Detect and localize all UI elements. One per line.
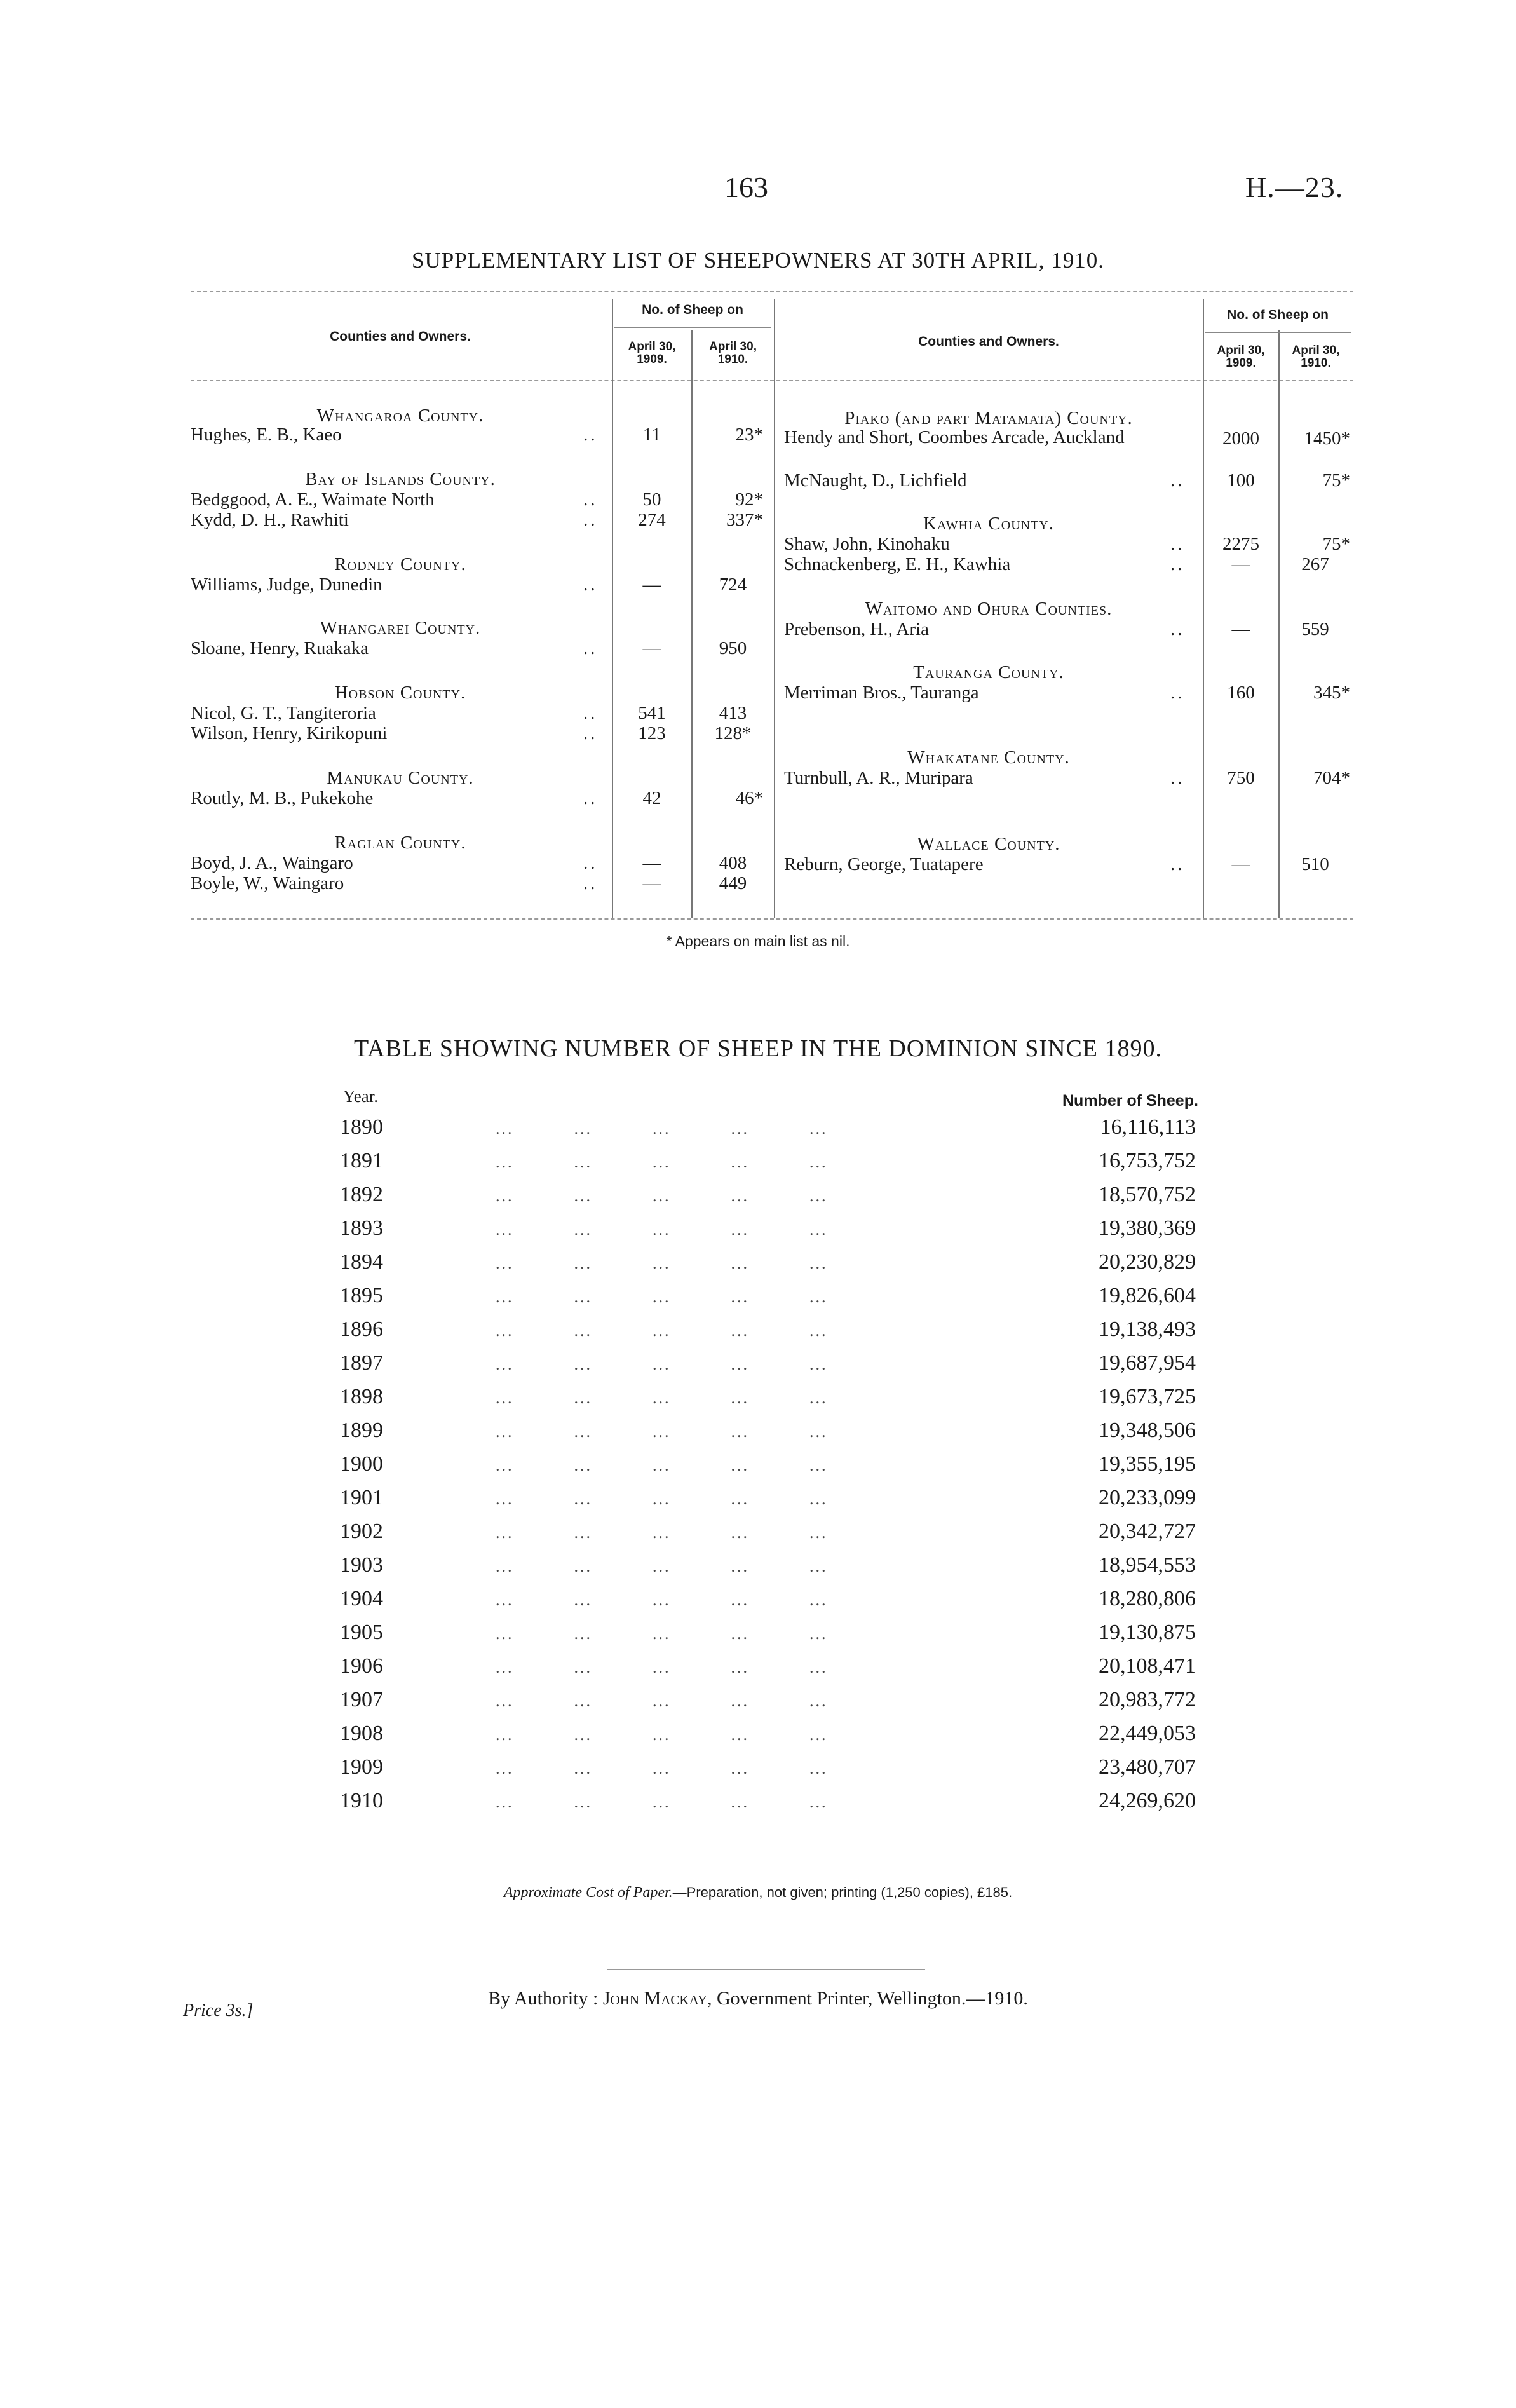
- dot-leader: ... ... ... ... ...: [496, 1153, 828, 1171]
- county-heading: Hobson County.: [334, 683, 466, 703]
- column-header-1910: April 30, 1910.: [709, 340, 757, 366]
- sheep-1909: 2000: [1222, 428, 1259, 449]
- dot-leader: ..: [583, 489, 598, 510]
- sheep-count-cell: 19,138,493: [1099, 1317, 1196, 1341]
- owner-name: Routly, M. B., Pukekohe: [191, 788, 374, 808]
- page-number: 163: [724, 171, 768, 203]
- sheep-1909: —: [1231, 854, 1250, 874]
- sheep-count-cell: 16,753,752: [1099, 1149, 1196, 1173]
- owner-name: Prebenson, H., Aria: [784, 619, 929, 639]
- sheep-1910: 724: [719, 575, 747, 595]
- dot-leader: ... ... ... ... ...: [496, 1119, 828, 1138]
- cost-label: Approximate Cost of Paper.: [503, 1884, 673, 1901]
- header-bottom-rule: [191, 380, 1353, 381]
- year-cell: 1898: [340, 1385, 383, 1408]
- column-header-sheep-group: No. of Sheep on: [642, 303, 743, 317]
- county-heading: Whakatane County.: [907, 747, 1070, 768]
- sheep-count-cell: 19,673,725: [1099, 1385, 1196, 1408]
- column-header-1910: April 30, 1910.: [1292, 344, 1340, 370]
- sheep-count-cell: 19,380,369: [1099, 1216, 1196, 1240]
- sheep-count-cell: 16,116,113: [1100, 1115, 1196, 1139]
- dot-leader: ... ... ... ... ...: [496, 1422, 828, 1441]
- footer-rule: [607, 1969, 925, 1970]
- sheep-1910: 75*: [1322, 534, 1350, 554]
- sheep-1910: 1450*: [1304, 428, 1350, 449]
- sheep-1910: 75*: [1322, 470, 1350, 491]
- dot-leader: ..: [1170, 683, 1185, 703]
- dot-leader: ... ... ... ... ...: [496, 1187, 828, 1205]
- sheep-1909: —: [642, 873, 661, 894]
- year-cell: 1892: [340, 1183, 383, 1206]
- year-cell: 1896: [340, 1317, 383, 1341]
- dot-leader: ..: [583, 853, 598, 873]
- dot-leader: ..: [1170, 554, 1185, 575]
- sheep-count-cell: 20,342,727: [1099, 1520, 1196, 1543]
- owner-name: Boyd, J. A., Waingaro: [191, 853, 353, 873]
- subheader-rule: [1205, 332, 1351, 333]
- county-heading: Rodney County.: [334, 554, 466, 575]
- authority-suffix: Government Printer, Wellington.—1910.: [717, 1988, 1028, 2009]
- sheep-1909: —: [642, 575, 661, 595]
- dot-leader: ... ... ... ... ...: [496, 1624, 828, 1643]
- dot-leader: ..: [1170, 534, 1185, 554]
- sheep-count-cell: 19,348,506: [1099, 1418, 1196, 1442]
- sheep-1910: 510: [1301, 854, 1329, 874]
- dot-leader: ..: [583, 723, 598, 744]
- sheep-count-cell: 19,687,954: [1099, 1351, 1196, 1375]
- dot-leader: ..: [583, 575, 598, 595]
- sheep-count-cell: 24,269,620: [1099, 1789, 1196, 1813]
- dot-leader: ... ... ... ... ...: [496, 1288, 828, 1306]
- owner-name: Wilson, Henry, Kirikopuni: [191, 723, 388, 744]
- sheep-1909: 2275: [1222, 534, 1259, 554]
- column-divider: [774, 299, 775, 918]
- year-cell: 1895: [340, 1284, 383, 1307]
- county-heading: Waitomo and Ohura Counties.: [865, 599, 1113, 619]
- price: Price 3s.]: [183, 2001, 254, 2020]
- dot-leader: ... ... ... ... ...: [496, 1220, 828, 1239]
- dot-leader: ... ... ... ... ...: [496, 1793, 828, 1811]
- column-header-sheep-group: No. of Sheep on: [1227, 308, 1329, 322]
- dot-leader: ... ... ... ... ...: [496, 1658, 828, 1677]
- column-header-owners: Counties and Owners.: [918, 334, 1059, 349]
- year-cell: 1908: [340, 1722, 383, 1745]
- sheep-1909: 123: [638, 723, 666, 744]
- sheep-count-cell: 18,570,752: [1099, 1183, 1196, 1206]
- sheep-count-cell: 23,480,707: [1099, 1755, 1196, 1779]
- sheep-1910: 408: [719, 853, 747, 873]
- sheep-1909: 541: [638, 703, 666, 723]
- sheep-count-cell: 19,130,875: [1099, 1621, 1196, 1644]
- dot-leader: ... ... ... ... ...: [496, 1456, 828, 1474]
- dot-leader: ..: [583, 510, 598, 530]
- owner-name: Reburn, George, Tuatapere: [784, 854, 984, 874]
- column-header-owners: Counties and Owners.: [330, 329, 471, 344]
- sheep-1910: 449: [719, 873, 747, 894]
- sheep-count-cell: 22,449,053: [1099, 1722, 1196, 1745]
- year-cell: 1891: [340, 1149, 383, 1173]
- county-heading: Kawhia County.: [923, 514, 1055, 534]
- subheader-rule: [614, 327, 771, 328]
- county-heading: Raglan County.: [334, 833, 466, 853]
- authority-prefix: By Authority :: [488, 1988, 599, 2009]
- county-heading: Tauranga County.: [913, 662, 1064, 683]
- sheep-1910: 345*: [1313, 683, 1350, 703]
- county-heading: Wallace County.: [917, 834, 1060, 854]
- sheep-1909: 750: [1227, 768, 1255, 788]
- year-cell: 1907: [340, 1688, 383, 1711]
- year-cell: 1909: [340, 1755, 383, 1779]
- sheep-1909: 274: [638, 510, 666, 530]
- dot-leader: ..: [1170, 768, 1185, 788]
- year-cell: 1894: [340, 1250, 383, 1274]
- dot-leader: ... ... ... ... ...: [496, 1557, 828, 1575]
- year-cell: 1893: [340, 1216, 383, 1240]
- sheep-1909: 11: [643, 425, 661, 445]
- year-cell: 1910: [340, 1789, 383, 1813]
- sheep-1910: 128*: [714, 723, 752, 744]
- sheep-1909: 160: [1227, 683, 1255, 703]
- county-heading: Piako (and part Matamata) County.: [844, 408, 1133, 428]
- sheep-1909: —: [642, 853, 661, 873]
- table-top-rule: [191, 291, 1353, 292]
- owner-name: Bedggood, A. E., Waimate North: [191, 489, 435, 510]
- document-code: H.—23.: [1245, 171, 1344, 203]
- owner-name: Hendy and Short, Coombes Arcade, Auckland: [784, 427, 1125, 447]
- sheep-count-cell: 18,280,806: [1099, 1587, 1196, 1610]
- year-cell: 1902: [340, 1520, 383, 1543]
- sheep-1909: —: [642, 638, 661, 658]
- sheep-1910: 267: [1301, 554, 1329, 575]
- sheep-1910: 337*: [726, 510, 763, 530]
- dot-leader: ... ... ... ... ...: [496, 1355, 828, 1373]
- owner-name: McNaught, D., Lichfield: [784, 470, 967, 491]
- sheep-count-cell: 20,108,471: [1099, 1654, 1196, 1678]
- owner-name: Sloane, Henry, Ruakaka: [191, 638, 369, 658]
- dot-leader: ..: [583, 425, 598, 445]
- dot-leader: ... ... ... ... ...: [496, 1591, 828, 1609]
- column-divider: [1278, 330, 1280, 918]
- year-cell: 1905: [340, 1621, 383, 1644]
- sheep-count-cell: 19,355,195: [1099, 1452, 1196, 1476]
- sheep-1910: 704*: [1313, 768, 1350, 788]
- county-heading: Whangaroa County.: [316, 405, 484, 426]
- dot-leader: ..: [583, 788, 598, 808]
- year-cell: 1890: [340, 1115, 383, 1139]
- county-heading: Whangarei County.: [320, 618, 481, 638]
- column-divider: [1203, 299, 1204, 918]
- sheep-1909: 100: [1227, 470, 1255, 491]
- sheep-count-cell: 20,983,772: [1099, 1688, 1196, 1711]
- dot-leader: ... ... ... ... ...: [496, 1321, 828, 1340]
- owner-name: Hughes, E. B., Kaeo: [191, 425, 342, 445]
- column-header-sheep: Number of Sheep.: [1062, 1092, 1198, 1110]
- dot-leader: ... ... ... ... ...: [496, 1692, 828, 1710]
- supplementary-title: SUPPLEMENTARY LIST OF SHEEPOWNERS AT 30TH APRIL, 1910.: [412, 248, 1104, 273]
- sheep-1909: —: [1231, 619, 1250, 639]
- dot-leader: ... ... ... ... ...: [496, 1389, 828, 1407]
- owner-name: Schnackenberg, E. H., Kawhia: [784, 554, 1011, 575]
- sheep-1910: 23*: [735, 425, 763, 445]
- sheep-count-cell: 20,230,829: [1099, 1250, 1196, 1274]
- column-divider: [612, 299, 613, 918]
- owner-name: Williams, Judge, Dunedin: [191, 575, 382, 595]
- dot-leader: ..: [583, 703, 598, 723]
- column-header-year: Year.: [343, 1087, 379, 1106]
- year-cell: 1900: [340, 1452, 383, 1476]
- year-cell: 1906: [340, 1654, 383, 1678]
- owner-name: Turnbull, A. R., Muripara: [784, 768, 973, 788]
- dot-leader: ..: [583, 873, 598, 894]
- county-heading: Manukau County.: [327, 768, 474, 788]
- sheep-1910: 559: [1301, 619, 1329, 639]
- owner-name: Kydd, D. H., Rawhiti: [191, 510, 349, 530]
- sheep-1910: 950: [719, 638, 747, 658]
- dot-leader: ... ... ... ... ...: [496, 1254, 828, 1272]
- dot-leader: ..: [1170, 619, 1185, 639]
- year-cell: 1903: [340, 1553, 383, 1577]
- dot-leader: ... ... ... ... ...: [496, 1490, 828, 1508]
- cost-note: [0, 1884, 1516, 1901]
- owner-name: Merriman Bros., Tauranga: [784, 683, 979, 703]
- year-cell: 1897: [340, 1351, 383, 1375]
- sheep-1910: 413: [719, 703, 747, 723]
- sheep-1909: 42: [642, 788, 661, 808]
- owner-name: Nicol, G. T., Tangiteroria: [191, 703, 376, 723]
- dot-leader: ... ... ... ... ...: [496, 1523, 828, 1542]
- sheep-count-cell: 18,954,553: [1099, 1553, 1196, 1577]
- dot-leader: ... ... ... ... ...: [496, 1759, 828, 1778]
- sheep-1910: 92*: [735, 489, 763, 510]
- owner-name: Boyle, W., Waingaro: [191, 873, 344, 894]
- sheep-1909: —: [1231, 554, 1250, 575]
- year-cell: 1904: [340, 1587, 383, 1610]
- column-divider: [691, 330, 693, 918]
- dot-leader: ..: [583, 638, 598, 658]
- column-header-1909: April 30, 1909.: [628, 340, 676, 366]
- owner-name: Shaw, John, Kinohaku: [784, 534, 950, 554]
- column-header-1909: April 30, 1909.: [1217, 344, 1265, 370]
- table-bottom-rule: [191, 918, 1353, 920]
- year-cell: 1899: [340, 1418, 383, 1442]
- sheep-count-cell: 19,826,604: [1099, 1284, 1196, 1307]
- printer-name: John Mackay,: [602, 1988, 712, 2009]
- footnote: * Appears on main list as nil.: [666, 933, 850, 949]
- sheep-count-cell: 20,233,099: [1099, 1486, 1196, 1509]
- sheep-1910: 46*: [735, 788, 763, 808]
- sheep-1909: 50: [642, 489, 661, 510]
- year-cell: 1901: [340, 1486, 383, 1509]
- dot-leader: ..: [1170, 854, 1185, 874]
- dot-leader: ... ... ... ... ...: [496, 1725, 828, 1744]
- dot-leader: ..: [1170, 470, 1185, 491]
- county-heading: Bay of Islands County.: [305, 469, 496, 489]
- dominion-table-title: TABLE SHOWING NUMBER OF SHEEP IN THE DOMINION SINCE 1890.: [353, 1035, 1163, 1062]
- cost-text: —Preparation, not given; printing (1,250 copies), £185.: [672, 1884, 1013, 1900]
